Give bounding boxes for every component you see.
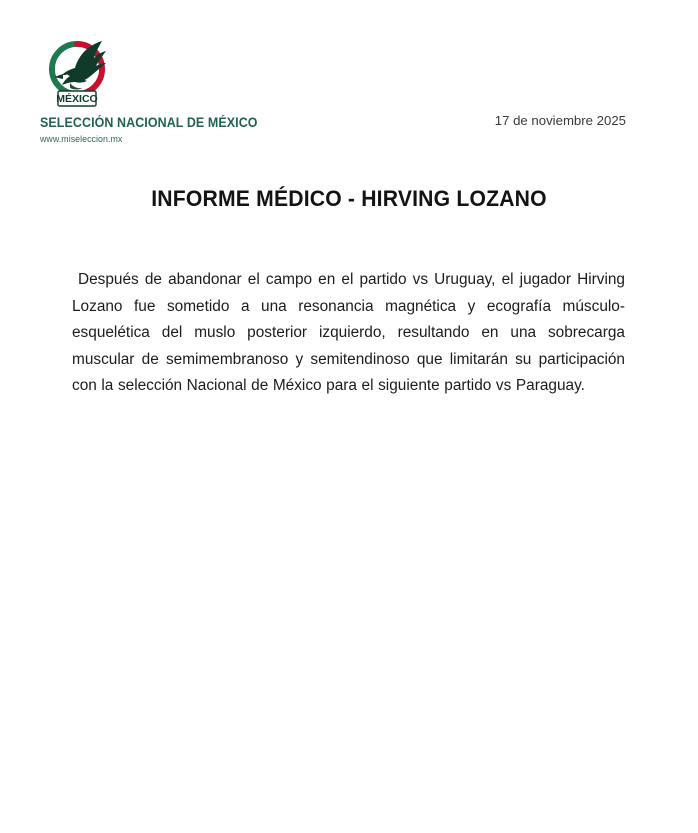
brand-url: www.miseleccion.mx: [40, 133, 123, 144]
document-body-paragraph: Después de abandonar el campo en el partido vs Uruguay, el jugador Hirving Lozano fue sometido a una resonancia magnética y ecografía músculo-esquelética del muslo posterior izquierdo, resultando en una sobrecarga muscular de semimembranoso y semitendinoso que limitarán su participación con la selección Nacional de México para el siguiente partido vs Paraguay.: [72, 271, 625, 395]
document-date: 17 de noviembre 2025: [494, 113, 626, 128]
document-title: INFORME MÉDICO - HIRVING LOZANO: [151, 186, 547, 211]
brand-name: SELECCIÓN NACIONAL DE MÉXICO: [40, 115, 258, 130]
mexico-national-team-crest-icon: [45, 38, 109, 110]
crest-banner-label: MÉXICO: [56, 93, 98, 105]
document-header: [40, 38, 300, 144]
